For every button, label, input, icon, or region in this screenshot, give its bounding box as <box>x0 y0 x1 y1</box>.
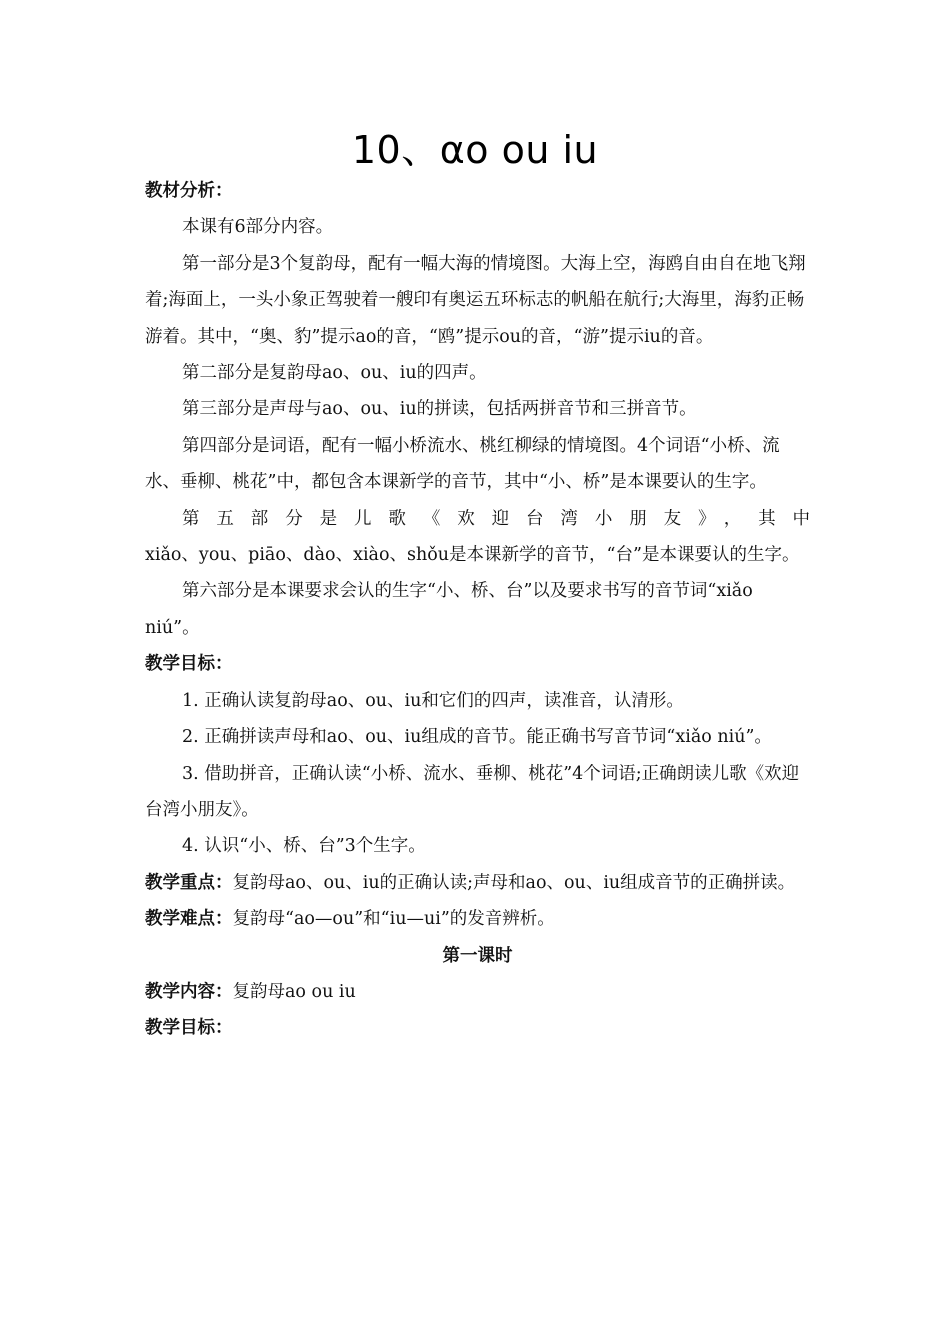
analysis-paragraph-5-line-1: 第五部分是儿歌《欢迎台湾小朋友》，其中 <box>182 508 810 529</box>
analysis-paragraph-4: 第四部分是词语，配有一幅小桥流水、桃红柳绿的情境图。4个词语“小桥、流水、垂柳、桃花”中，都包含本课新学的音节，其中“小、桥”是本课要认的生字。 <box>145 435 780 493</box>
analysis-paragraph-5-rest: xiǎo、you、piāo、dào、xiào、shǒu是本课新学的音节，“台”是本课要认的生字。 <box>145 545 800 566</box>
lesson-1-content <box>145 974 810 1010</box>
key-points-label: 教学重点： <box>145 872 233 893</box>
analysis-paragraph-3: 第三部分是声母与ao、ou、iu的拼读，包括两拼音节和三拼音节。 <box>182 399 697 420</box>
lesson-1-content-label: 教学内容： <box>145 981 233 1002</box>
goal-item-3: 3. 借助拼音，正确认读“小桥、流水、垂柳、桃花”4个词语;正确朗读儿歌《欢迎台湾小朋友》。 <box>145 763 800 820</box>
difficulties-label: 教学难点： <box>145 909 233 930</box>
key-points-text: 复韵母ao、ou、iu的正确认读;声母和ao、ou、iu组成音节的正确拼读。 <box>232 872 796 893</box>
analysis-paragraph-6: 第六部分是本课要求会认的生字“小、桥、台”以及要求书写的音节词“xiǎo niú”。 <box>145 581 753 638</box>
key-points <box>145 865 810 901</box>
lesson-1-content-text: 复韵母ao ou iu <box>232 981 356 1002</box>
analysis-paragraph-1: 第一部分是3个复韵母，配有一幅大海的情境图。大海上空，海鸥自由自在地飞翔着;海面上，一头小象正驾驶着一艘印有奥运五环标志的帆船在航行;大海里，海豹正畅游着。其中，“奥、豹”提示ao的音，“鸥”提示ou的音，“游”提示iu的音。 <box>145 253 806 347</box>
document-body <box>145 173 810 1047</box>
section-heading-analysis: 教材分析： <box>145 181 233 201</box>
goal-item-4: 4. 认识“小、桥、台”3个生字。 <box>182 836 426 857</box>
lesson-1-goals-heading: 教学目标： <box>145 1018 233 1039</box>
analysis-paragraph-2: 第二部分是复韵母ao、ou、iu的四声。 <box>182 363 487 384</box>
difficulties <box>145 901 810 937</box>
section-heading-goals: 教学目标： <box>145 654 233 675</box>
lesson-1-heading: 第一课时 <box>442 945 513 966</box>
page-title: 10、αo ou iu <box>351 128 599 172</box>
goal-item-2: 2. 正确拼读声母和ao、ou、iu组成的音节。能正确书写音节词“xiǎo niú”。 <box>182 727 772 748</box>
analysis-intro: 本课有6部分内容。 <box>182 217 334 238</box>
goal-item-1: 1. 正确认读复韵母ao、ou、iu和它们的四声，读准音，认清形。 <box>182 690 684 711</box>
difficulties-text: 复韵母“ao—ou”和“iu—ui”的发音辨析。 <box>232 909 555 930</box>
